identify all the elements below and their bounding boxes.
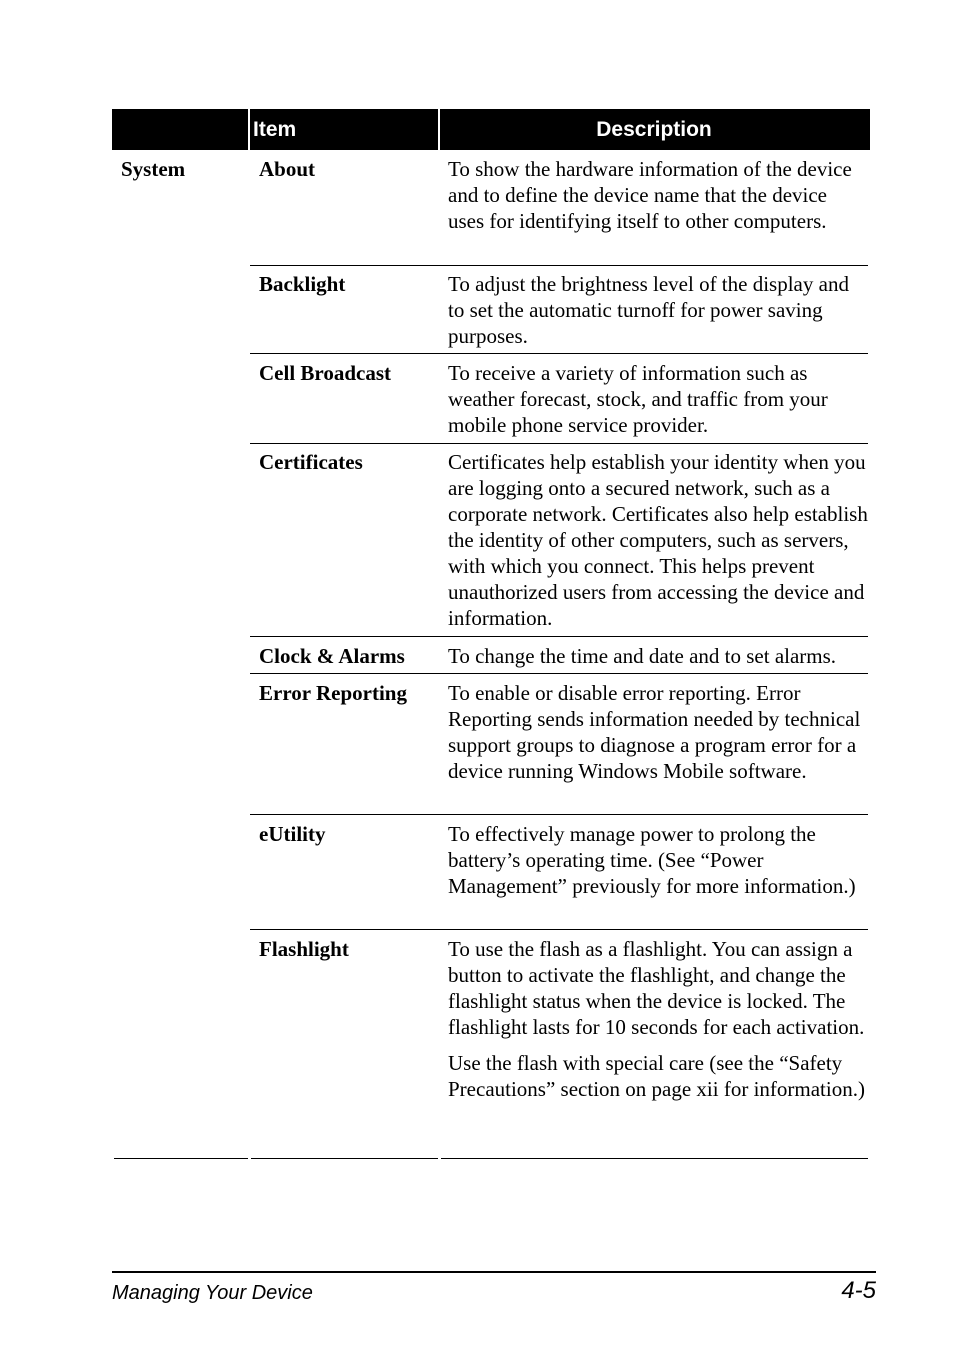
row-item-flashlight: Flashlight xyxy=(259,937,349,961)
table-bottom-rule xyxy=(251,1158,438,1159)
header-item-cell xyxy=(250,109,438,150)
row-description: To adjust the brightness level of the display and to set the automatic turnoff for power saving purposes. xyxy=(448,272,849,348)
row-item-eutility: eUtility xyxy=(259,822,326,846)
header-category-cell xyxy=(112,109,248,150)
row-description: Certificates help establish your identity when you are logging onto a secured network, such as a corporate network. Certificates also help establish the identity of other computers, such as servers, with which you connect. This helps prevent unauthorized users from accessing the device and information. xyxy=(448,450,868,630)
row-item-clock-alarms: Clock & Alarms xyxy=(259,644,405,668)
row-description: To enable or disable error reporting. Error Reporting sends information needed by technical support groups to diagnose a program error for a device running Windows Mobile software. xyxy=(448,681,861,783)
footer-divider xyxy=(112,1271,876,1273)
category-system: System xyxy=(121,157,186,181)
row-item-cell-broadcast: Cell Broadcast xyxy=(259,361,392,385)
row-divider xyxy=(250,443,868,444)
header-description-cell xyxy=(440,109,870,150)
row-divider xyxy=(250,929,868,930)
row-description: To effectively manage power to prolong the battery’s operating time. (See “Power Management” previously for more information.) xyxy=(448,822,856,898)
row-divider xyxy=(250,636,868,637)
row-item-error-reporting: Error Reporting xyxy=(259,681,407,705)
row-divider xyxy=(250,265,868,266)
row-description: To receive a variety of information such as weather forecast, stock, and traffic from your mobile phone service provider. xyxy=(448,361,828,437)
row-divider xyxy=(250,814,868,815)
header-item-label: Item xyxy=(253,118,297,141)
row-description: To show the hardware information of the device and to define the device name that the device uses for identifying itself to other computers. xyxy=(448,157,852,233)
row-item-about: About xyxy=(259,157,316,181)
row-divider xyxy=(250,353,868,354)
row-divider xyxy=(250,673,868,674)
footer-title: Managing Your Device xyxy=(112,1282,313,1304)
table-bottom-rule xyxy=(441,1158,868,1159)
header-description-label: Description xyxy=(596,118,712,141)
row-description: To change the time and date and to set alarms. xyxy=(448,644,837,668)
page-number: 4-5 xyxy=(841,1277,876,1304)
row-item-certificates: Certificates xyxy=(259,450,363,474)
table-bottom-rule xyxy=(114,1158,248,1159)
row-item-backlight: Backlight xyxy=(259,272,346,296)
row-description: To use the flash as a flashlight. You can assign a button to activate the flashlight, and change the flashlight status when the device is locked. The flashlight lasts for 10 seconds for each activation. Use the flash with special care (see the “Safety Precautions” section on page xii for information.) xyxy=(448,937,865,1101)
